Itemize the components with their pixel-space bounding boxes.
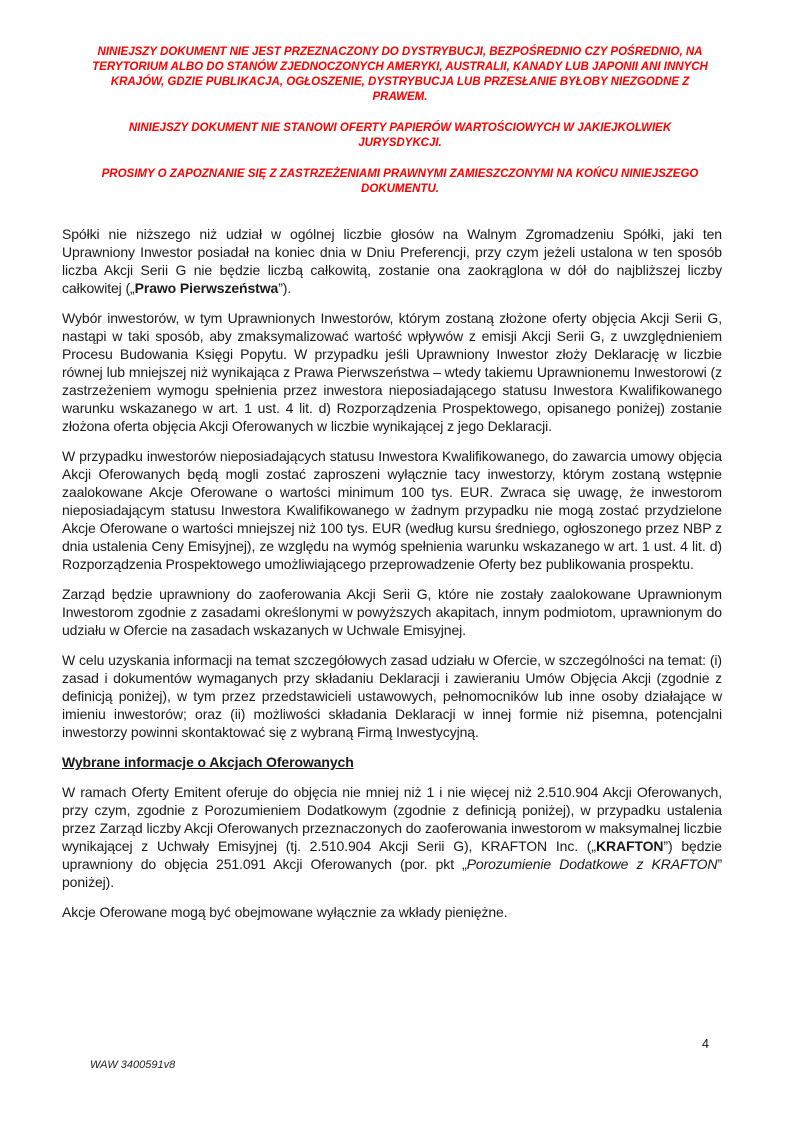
document-id: WAW 3400591v8 [90,1059,176,1071]
disclaimer-paragraph-legal-notice: PROSIMY O ZAPOZNANIE SIĘ Z ZASTRZEŻENIAMI PRAWNYMI ZAMIESZCZONYMI NA KOŃCU NINIEJSZEGO DOKUMENTU. [101,168,699,195]
disclaimer-block [88,45,713,197]
body-paragraph: Spółki nie niższego niż udział w ogólnej liczbie głosów na Walnym Zgromadzeniu Spółki, jaki ten Uprawniony Inwestor posiadał na koniec dnia w Dniu Preferencji, przy czym jeżeli ustalona w ten sposób liczba Akcji Serii G nie będzie liczbą całkowitą, zostanie ona zaokrąglona w dół do najbliższej liczby całkowitej („Prawo Pierwszeństwa”). [62,226,722,296]
body-paragraph: W ramach Oferty Emitent oferuje do objęcia nie mniej niż 1 i nie więcej niż 2.510.904 Akcji Oferowanych, przy czym, zgodnie z Porozumieniem Dodatkowym (zgodnie z definicją poniżej), w przypadku ustalenia przez Zarząd liczby Akcji Oferowanych przeznaczonych do zaoferowania inwestorom w maksymalnej liczbie wynikającej z Uchwały Emisyjnej (tj. 2.510.904 Akcji Serii G), KRAFTON Inc. („KRAFTON”) będzie uprawniony do objęcia 251.091 Akcji Oferowanych (por. pkt „Porozumienie Dodatkowe z KRAFTON” poniżej). [62,784,723,890]
section-heading: Wybrane informacje o Akcjach Oferowanych [62,754,354,770]
body-paragraph: Wybór inwestorów, w tym Uprawnionych Inwestorów, którym zostaną złożone oferty objęcia Akcji Serii G, nastąpi w taki sposób, aby zmaksymalizować wartość wpływów z emisji Akcji Serii G, z uwzględnieniem Procesu Budowania Księgi Popytu. W przypadku jeśli Uprawniony Inwestor złoży Deklarację w liczbie równej lub mniejszej niż wynikająca z Prawa Pierwszeństwa – wtedy takiemu Uprawnionemu Inwestorowi (z zastrzeżeniem wymogu spełnienia przez inwestora nieposiadającego statusu Inwestora Kwalifikowanego warunku wskazanego w art. 1 ust. 4 lit. d) Rozporządzenia Prospektowego, opisanego poniżej) zostanie złożona oferta objęcia Akcji Oferowanych w liczbie wynikającej z jego Deklaracji. [62,310,722,434]
body-paragraph: Zarząd będzie uprawniony do zaoferowania Akcji Serii G, które nie zostały zaalokowane Uprawnionym Inwestorom zgodnie z zasadami określonymi w powyższych akapitach, innym podmiotom, uprawnionym do udziału w Ofercie na zasadach wskazanych w Uchwale Emisyjnej. [62,586,722,638]
body-paragraph: W celu uzyskania informacji na temat szczegółowych zasad udziału w Ofercie, w szczególności na temat: (i) zasad i dokumentów wymaganych przy składaniu Deklaracji i zawieraniu Umów Objęcia Akcji (zgodnie z definicją poniżej), w tym przez przedstawicieli ustawowych, pełnomocników lub inne osoby działające w imieniu inwestorów; oraz (ii) możliwości składania Deklaracji w innej formie niż pisemna, potencjalni inwestorzy powinni skontaktować się z wybraną Firmą Inwestycyjną. [62,652,722,740]
page-number: 4 [702,1037,709,1051]
body-paragraph: W przypadku inwestorów nieposiadających statusu Inwestora Kwalifikowanego, do zawarcia umowy objęcia Akcji Oferowanych będą mogli zostać zaproszeni wyłącznie tacy inwestorzy, którym zostaną wstępnie zaalokowane Akcje Oferowane o wartości minimum 100 tys. EUR. Zwraca się uwagę, że inwestorom nieposiadającym statusu Inwestora Kwalifikowanego w żadnym przypadku nie mogą zostać przydzielone Akcje Oferowane o wartości mniejszej niż 100 tys. EUR (według kursu średniego, ogłoszonego przez NBP z dnia ustalenia Ceny Emisyjnej), ze względu na wymóg spełnienia warunku wskazanego w art. 1 ust. 4 lit. d) Rozporządzenia Prospektowego umożliwiającego przeprowadzenie Oferty bez publikowania prospektu. [62,448,722,572]
document-body [0,213,800,921]
disclaimer-paragraph-distribution: NINIEJSZY DOKUMENT NIE JEST PRZEZNACZONY DO DYSTRYBUCJI, BEZPOŚREDNIO CZY POŚREDNIO, NA TERYTORIUM ALBO DO STANÓW ZJEDNOCZONYCH AMERYKI, AUSTRALII, KANADY LUB JAPONII ANI INNYCH KRAJÓW, GDZIE PUBLIKACJA, OGŁOSZENIE, DYSTRYBUCJA LUB PRZESŁANIE BYŁOBY NIEZGODNE Z PRAWEM. [92,46,708,103]
body-paragraph: Akcje Oferowane mogą być obejmowane wyłącznie za wkłady pieniężne. [62,904,508,920]
disclaimer-paragraph-no-offer: NINIEJSZY DOKUMENT NIE STANOWI OFERTY PAPIERÓW WARTOŚCIOWYCH W JAKIEJKOLWIEK JURYSDYKCJI. [128,122,672,149]
